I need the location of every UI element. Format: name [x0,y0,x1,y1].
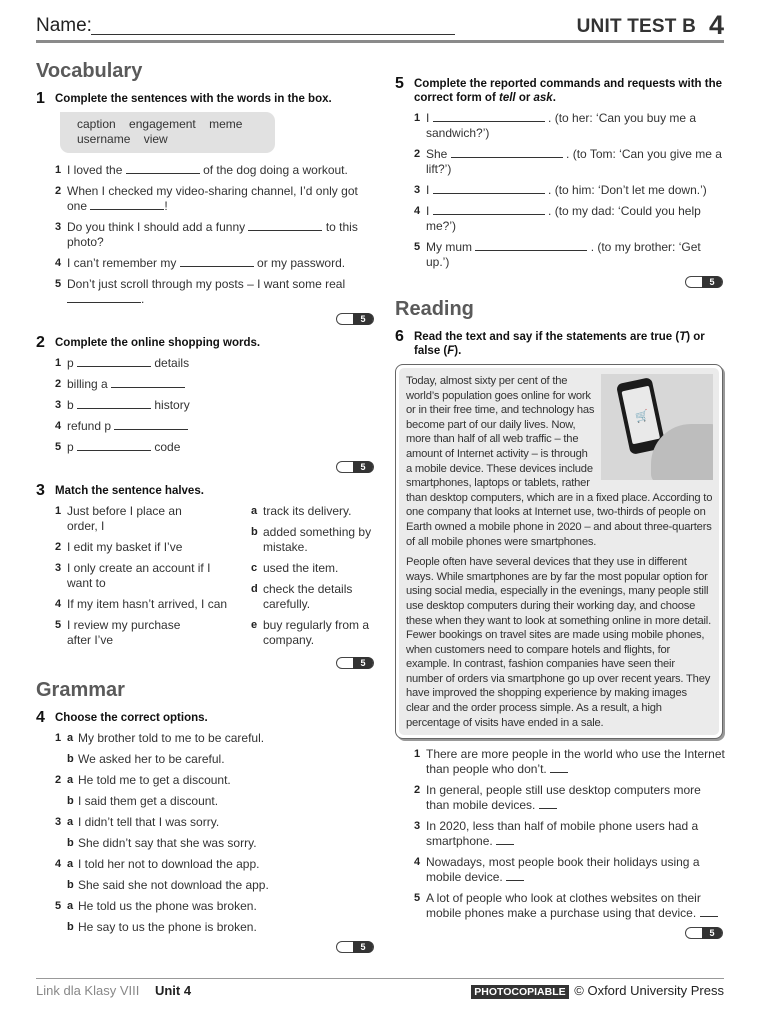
list-item: 4 I can’t remember my or my password. [55,256,346,270]
word-box [60,112,275,153]
list-item: 3 b history [55,398,190,412]
list-item: 1 I . (to her: ‘Can you buy me a sandwich?’) [414,111,697,140]
task-2-items [55,356,376,455]
course-name: Link dla Klasy VIII [36,983,140,998]
option-b[interactable]: b We asked her to be careful. [67,752,225,766]
answer-blank[interactable] [67,292,141,303]
task-2-header [36,335,376,350]
option-a[interactable]: 4 a I told her not to download the app. [55,857,260,871]
footer-divider [36,978,724,979]
reading-text-box [395,364,723,739]
list-item: 2 When I checked my video-sharing channel, I’d only got one ! [55,184,358,213]
option-a[interactable]: 3 a I didn’t tell that I was sorry. [55,815,220,829]
page-footer [36,983,724,1001]
list-item: 1 I loved the of the dog doing a workout. [55,163,348,177]
answer-blank[interactable] [475,240,587,251]
right-column [395,76,725,949]
task-instruction: Read the text and say if the statements are true (T) or false (F). [414,331,705,357]
answer-blank[interactable] [111,377,185,388]
list-item: 4 Nowadays, most people book their holidays using a mobile device. [414,855,700,885]
answer-blank[interactable] [180,256,254,267]
option-b[interactable]: b She didn’t say that she was sorry. [67,836,257,850]
answer-blank[interactable] [496,834,514,845]
score-badge: 5 [36,657,376,669]
answer-blank[interactable] [433,111,545,122]
match-right-item: c used the item. [251,561,339,575]
answer-blank[interactable] [506,870,524,881]
answer-blank[interactable] [433,204,545,215]
task-instruction: Choose the correct options. [55,712,208,724]
option-a[interactable]: 1 a My brother told to me to be careful. [55,731,265,745]
task-number: 2 [36,334,45,351]
option-a[interactable]: 5 a He told us the phone was broken. [55,899,257,913]
unit-number: 4 [708,10,724,40]
match-left-item: 1 Just before I place an order, I [55,504,182,533]
grammar-heading: Grammar [36,679,125,701]
list-item: 2 In general, people still use desktop computers more than mobile devices. [414,783,701,813]
word-box-item: meme [209,117,243,131]
photocopiable-label: PHOTOCOPIABLE [471,985,568,999]
option-b[interactable]: b He say to us the phone is broken. [67,920,257,934]
option-a[interactable]: 2 a He told me to get a discount. [55,773,231,787]
answer-blank[interactable] [77,398,151,409]
word-box-item: username [77,132,131,146]
task-5-items [414,111,725,270]
answer-blank[interactable] [77,440,151,451]
list-item: 5 p code [55,440,181,454]
score-badge: 5 [36,461,376,473]
task-5-header [395,76,725,105]
vocabulary-heading: Vocabulary [36,60,143,82]
answer-blank[interactable] [550,762,568,773]
task-number: 5 [395,75,404,92]
score-badge: 5 [36,313,376,325]
task-1-items [55,163,376,307]
list-item: 5 My mum . (to my brother: ‘Get up.’) [414,240,701,269]
match-left-item: 4 If my item hasn’t arrived, I can [55,597,228,611]
word-box-item: engagement [129,117,196,131]
answer-blank[interactable] [539,798,557,809]
cart-icon: 🛒 [634,409,650,425]
reading-paragraph: Today, almost sixty per cent of the world’s population goes online for work or in their free time, and technology has become part of our daily lives. Now, more than half of all web traffic – the amount of Internet activity – is through a mobile device. These devices include smartphones, laptops or tablets, rather than desktop computers, which are in a fixed place. According to one company that looks at Internet use, two-thirds of people on Earth owned a mobile phone in 2020 – and about three-quarters of all mobile phones were smartphones. [406,375,713,548]
list-item: 5 Don’t just scroll through my posts – I want some real . [55,277,346,306]
list-item: 1 p details [55,356,190,370]
task-4-header [36,710,376,725]
task-number: 6 [395,328,404,345]
score-badge: 5 [395,927,725,939]
matching-exercise [55,504,376,654]
smartphone-shopping-image [601,374,713,480]
answer-blank[interactable] [114,419,188,430]
match-right-item: e buy regularly from a company. [251,618,370,647]
left-column [36,60,376,963]
task-instruction: Complete the reported commands and requests with the correct form of tell or ask. [414,78,722,104]
list-item: 5 A lot of people who look at clothes websites on their mobile phones make a purchase using that device. [414,891,725,921]
option-b[interactable]: b She said she not download the app. [67,878,269,892]
word-box-item: caption [77,117,116,131]
unit-title: UNIT TEST B [576,16,696,37]
word-box-item: view [143,132,168,146]
answer-blank[interactable] [77,356,151,367]
match-right-item: d check the details carefully. [251,582,353,611]
task-instruction: Complete the online shopping words. [55,337,261,349]
list-item: 3 I . (to him: ‘Don’t let me down.’) [414,183,707,197]
score-badge: 5 [36,941,376,953]
list-item: 2 billing a [55,377,376,392]
publisher: © Oxford University Press [574,983,724,998]
task-number: 4 [36,709,45,726]
task-4-items [55,731,376,935]
list-item: 4 I . (to my dad: ‘Could you help me?’) [414,204,701,233]
match-left-item: 5 I review my purchase after I’ve [55,618,181,647]
task-6-items [414,747,725,921]
match-right-item: b added something by mistake. [251,525,372,554]
list-item: 3 In 2020, less than half of mobile phone users had a smartphone. [414,819,699,849]
match-left-item: 2 I edit my basket if I’ve [55,540,183,554]
name-label: Name: [36,15,92,36]
list-item: 1 There are more people in the world who use the Internet than people who don’t. [414,747,725,777]
task-1-header [36,91,376,106]
answer-blank[interactable] [433,183,545,194]
list-item: 3 Do you think I should add a funny to this photo? [55,220,358,249]
footer-unit: Unit 4 [154,983,192,998]
match-right-item: a track its delivery. [251,504,352,518]
reading-paragraph: People often have several devices that they use in different ways. While smartphones are by far the most popular option for using social media, especially in the evenings, many people still use desktop computers during their working day, and choose these when they want to look at something online in more detail. Fewer bookings on travel sites are made using mobile phones, when customers need to compare hotels and flights, for example. In contrast, fashion companies have seen their number of orders via smartphone go up over recent years. They have improved the shopping experience by making images clear and the order process simple. As a result, a high percentage of visits have ended in a sale. [406,556,711,729]
task-6-header [395,329,725,358]
list-item: 2 She . (to Tom: ‘Can you give me a lift?’) [414,147,722,176]
header-divider [36,40,724,43]
match-left-item: 3 I only create an account if I want to [55,561,211,590]
list-item: 4 refund p [55,419,376,434]
answer-blank[interactable] [451,147,563,158]
task-number: 3 [36,482,45,499]
answer-blank[interactable] [248,220,322,231]
task-number: 1 [36,90,45,107]
answer-blank[interactable] [700,906,718,917]
reading-heading: Reading [395,298,474,320]
score-badge: 5 [395,276,725,288]
name-input-line[interactable] [91,34,455,35]
answer-blank[interactable] [126,163,200,174]
answer-blank[interactable] [90,199,164,210]
task-3-header [36,483,376,498]
task-instruction: Complete the sentences with the words in the box. [55,93,332,105]
option-b[interactable]: b I said them get a discount. [67,794,219,808]
task-instruction: Match the sentence halves. [55,485,204,497]
